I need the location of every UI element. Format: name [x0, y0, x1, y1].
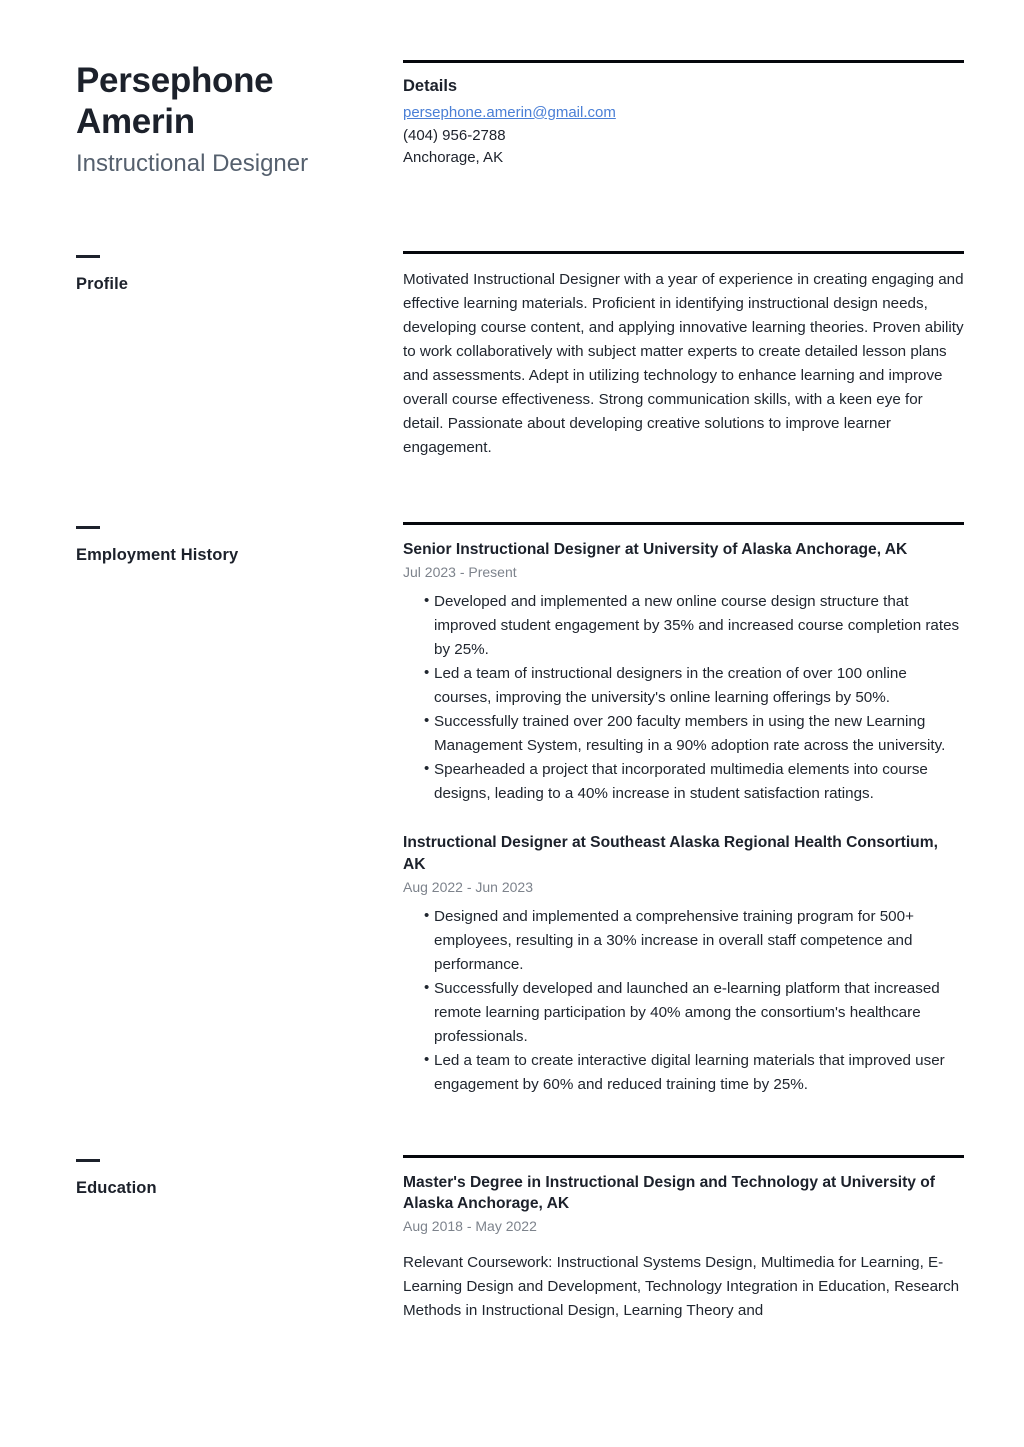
employment-row — [76, 522, 964, 1097]
employment-entry-date: Aug 2022 - Jun 2023 — [403, 878, 533, 895]
education-coursework: Relevant Coursework: Instructional Systems Design, Multimedia for Learning, E-Learning Design and Development, Technology Integration in Education, Research Methods in Instructional Design, Learning Theory and — [403, 1254, 960, 1320]
education-entry-date: Aug 2018 - May 2022 — [403, 1218, 537, 1235]
spacer-employment — [76, 460, 964, 522]
header-job-title: Instructional Designer — [76, 149, 309, 177]
employment-entry — [403, 539, 964, 806]
list-item: • Designed and implemented a comprehensive training program for 500+ employees, resulting in a 30% increase in overall staff competence and performance. — [403, 905, 964, 977]
profile-section — [403, 251, 964, 460]
list-item: • Developed and implemented a new online course design structure that improved student engagement by 35% and increased course completion rates by 25%. — [403, 590, 964, 662]
employment-entry-title: Senior Instructional Designer at University of Alaska Anchorage, AK — [403, 540, 908, 558]
list-item: • Spearheaded a project that incorporated multimedia elements into course designs, leading to a 40% increase in student satisfaction ratings. — [403, 758, 964, 806]
employment-entry-bullets — [403, 905, 964, 1097]
sidebar-item-employment — [76, 522, 403, 566]
list-item: • Successfully developed and launched an e-learning platform that increased remote learning participation by 40% among the consortium's healthcare professionals. — [403, 977, 964, 1049]
spacer-education — [76, 1097, 964, 1155]
details-location: Anchorage, AK — [403, 149, 504, 167]
employment-divider — [403, 522, 964, 525]
sidebar-item-profile — [76, 251, 403, 295]
details-email-row — [403, 102, 964, 125]
profile-row — [76, 251, 964, 460]
details-heading: Details — [403, 77, 458, 95]
education-section — [403, 1155, 964, 1323]
email-link[interactable]: persephone.amerin@gmail.com — [403, 103, 616, 121]
details-divider — [403, 60, 964, 63]
education-divider — [403, 1155, 964, 1158]
section-dash-icon — [76, 526, 100, 529]
header-row — [76, 60, 964, 178]
sidebar-label-education: Education — [76, 1178, 157, 1197]
header-identity — [76, 60, 403, 178]
section-dash-icon — [76, 255, 100, 258]
education-entry-title: Master's Degree in Instructional Design and Technology at University of Alaska Anchorage, AK — [403, 1173, 935, 1213]
employment-entry-bullets — [403, 590, 964, 806]
employment-entry — [403, 832, 964, 1097]
employment-entry-title: Instructional Designer at Southeast Alaska Regional Health Consortium, AK — [403, 834, 938, 873]
resume-content — [76, 60, 964, 1323]
section-dash-icon — [76, 1159, 100, 1162]
list-item: • Led a team to create interactive digital learning materials that improved user engagement by 60% and reduced training time by 25%. — [403, 1049, 964, 1097]
profile-text: Motivated Instructional Designer with a year of experience in creating engaging and effective learning materials. Proficient in identifying instructional design needs, developing course content, and applying innovative learning theories. Proven ability to work collaboratively with subject matter experts to create detailed lesson plans and assessments. Adept in utilizing technology to enhance learning and improve overall course effectiveness. Strong communication skills, with a keen eye for detail. Passionate about developing creative solutions to improve learner engagement. — [403, 270, 964, 456]
list-item: • Successfully trained over 200 faculty members in using the new Learning Management System, resulting in a 90% adoption rate across the university. — [403, 710, 964, 758]
list-item: • Led a team of instructional designers in the creation of over 100 online courses, improving the university's online learning offerings by 50%. — [403, 662, 964, 710]
page-title: Persephone Amerin — [76, 61, 274, 142]
education-entry — [403, 1172, 964, 1323]
spacer-profile — [76, 178, 964, 251]
education-row — [76, 1155, 964, 1323]
employment-section — [403, 522, 964, 1097]
profile-divider — [403, 251, 964, 254]
details-section — [403, 60, 964, 170]
details-phone: (404) 956-2788 — [403, 126, 506, 144]
employment-entry-date: Jul 2023 - Present — [403, 564, 517, 581]
sidebar-label-employment: Employment History — [76, 545, 239, 564]
sidebar-label-profile: Profile — [76, 274, 129, 293]
sidebar-item-education — [76, 1155, 403, 1199]
